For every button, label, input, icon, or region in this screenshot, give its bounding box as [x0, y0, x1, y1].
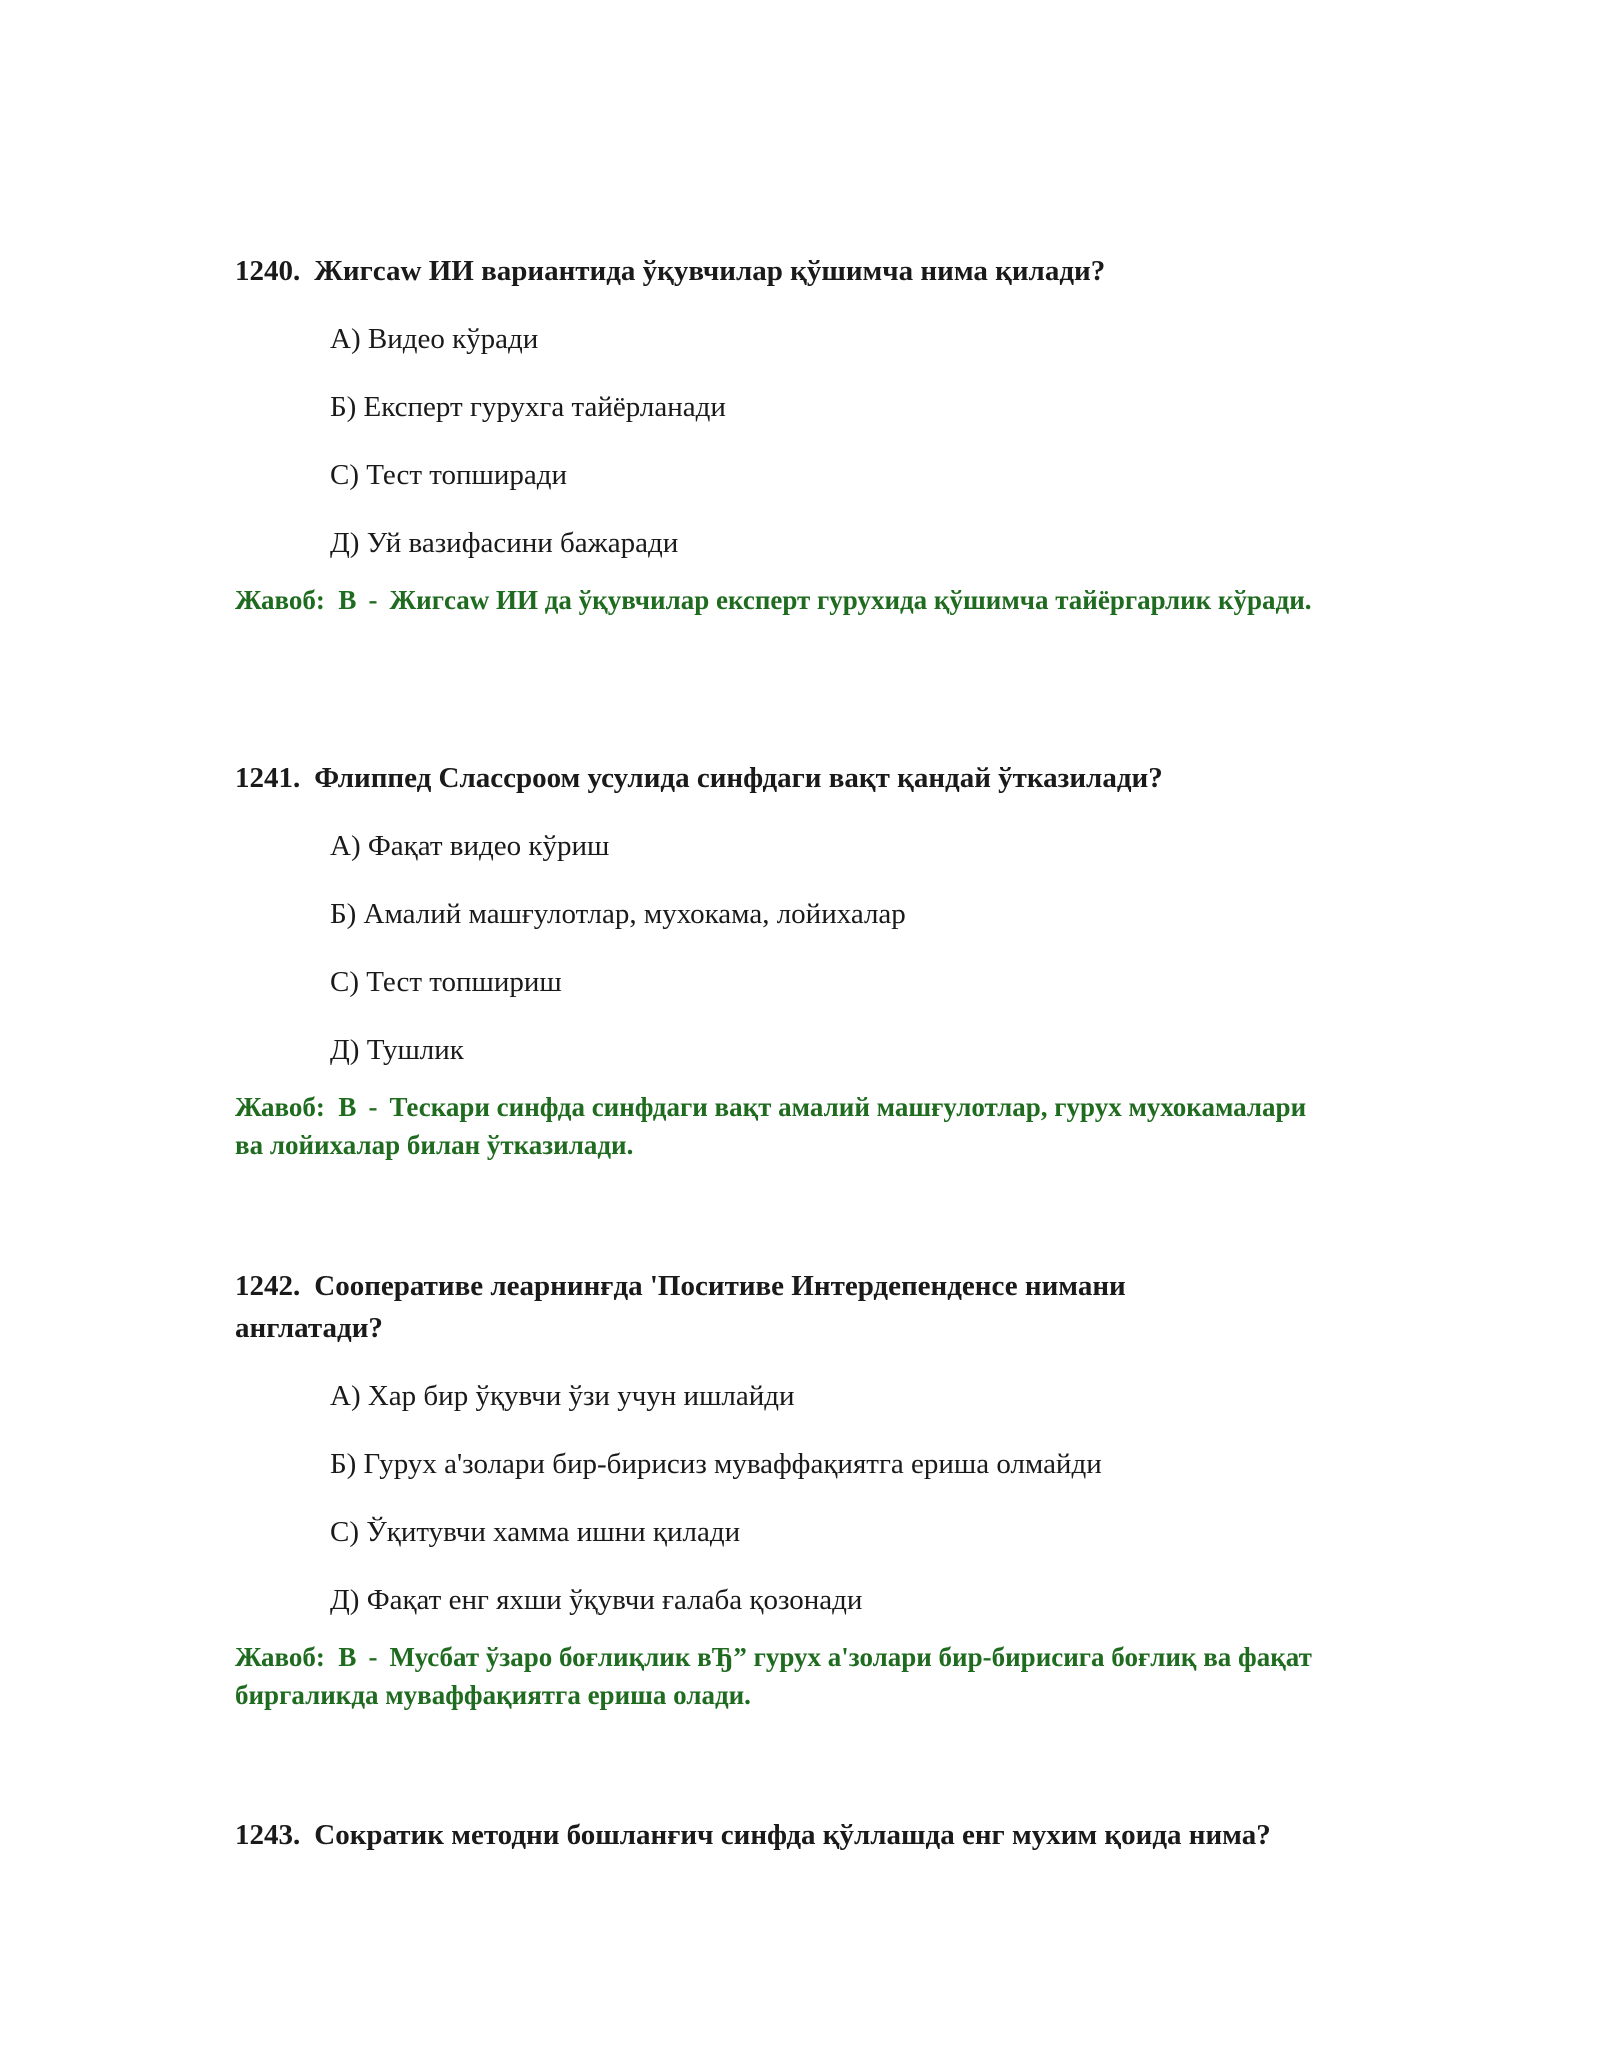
question-number: 1242. [235, 1270, 301, 1302]
answer-option: С) Ўқитувчи хамма ишни қилади [330, 1516, 741, 1548]
answer-option: Б) Гурух а'золари бир-бирисиз муваффақиятга ериша олмайди [330, 1448, 1102, 1480]
answer-explanation [235, 581, 1335, 619]
answer-option: Д) Фақат енг яхши ўқувчи ғалаба қозонади [330, 1584, 863, 1616]
answer-option: А) Фақат видео кўриш [330, 830, 610, 862]
answer-option: Д) Тушлик [330, 1034, 464, 1066]
answer-separator: - [368, 1642, 378, 1672]
answer-label: Жавоб: [235, 585, 325, 615]
answer-option: С) Тест топшириш [330, 966, 562, 998]
question-number: 1241. [235, 762, 301, 794]
question-block [235, 250, 1365, 619]
question-block [235, 1814, 1365, 1856]
question-heading [235, 1265, 1235, 1349]
answer-option: А) Видео кўради [330, 323, 539, 355]
answer-explanation [235, 1638, 1335, 1714]
answer-letter: B [338, 1092, 357, 1122]
answer-option: Б) Експерт гурухга тайёрланади [330, 391, 726, 423]
answer-option: Д) Уй вазифасини бажаради [330, 527, 679, 559]
answer-label: Жавоб: [235, 1092, 325, 1122]
answer-explanation [235, 1088, 1335, 1164]
question-number: 1240. [235, 255, 301, 287]
question-text: Сократик методни бошланғич синфда қўллашда енг мухим қоида нима? [314, 1819, 1271, 1851]
answer-text: Тескари синфда синфдаги вақт амалий машғулотлар, гурух мухокамалари ва лойихалар билан ўтказилади. [235, 1092, 1307, 1160]
question-block [235, 1265, 1365, 1714]
answer-label: Жавоб: [235, 1642, 325, 1672]
question-number: 1243. [235, 1819, 301, 1851]
answer-option: С) Тест топширади [330, 459, 568, 491]
question-heading [235, 250, 1365, 292]
answer-option: Б) Амалий машғулотлар, мухокама, лойихалар [330, 898, 906, 930]
answer-text: Мусбат ўзаро боғлиқлик вЂ” гурух а'золари бир-бирисига боғлиқ ва фақат биргаликда муваффақиятга ериша олади. [235, 1642, 1312, 1710]
question-text: Флиппед Слассроом усулида синфдаги вақт қандай ўтказилади? [314, 762, 1163, 794]
answer-option: А) Хар бир ўқувчи ўзи учун ишлайди [330, 1380, 795, 1412]
question-block [235, 757, 1365, 1164]
answer-text: Жигсаw ИИ да ўқувчилар експерт гурухида қўшимча тайёргарлик кўради. [389, 585, 1312, 615]
answer-separator: - [368, 1092, 378, 1122]
question-text: Соoперативе леарнинғда 'Поситиве Интердепенденсе нимани англатади? [235, 1270, 1126, 1344]
question-heading [235, 1814, 1365, 1856]
answer-letter: B [338, 1642, 357, 1672]
question-text: Жигсаw ИИ вариантида ўқувчилар қўшимча нима қилади? [314, 255, 1106, 287]
answer-separator: - [368, 585, 378, 615]
question-heading [235, 757, 1365, 799]
answer-letter: B [338, 585, 357, 615]
